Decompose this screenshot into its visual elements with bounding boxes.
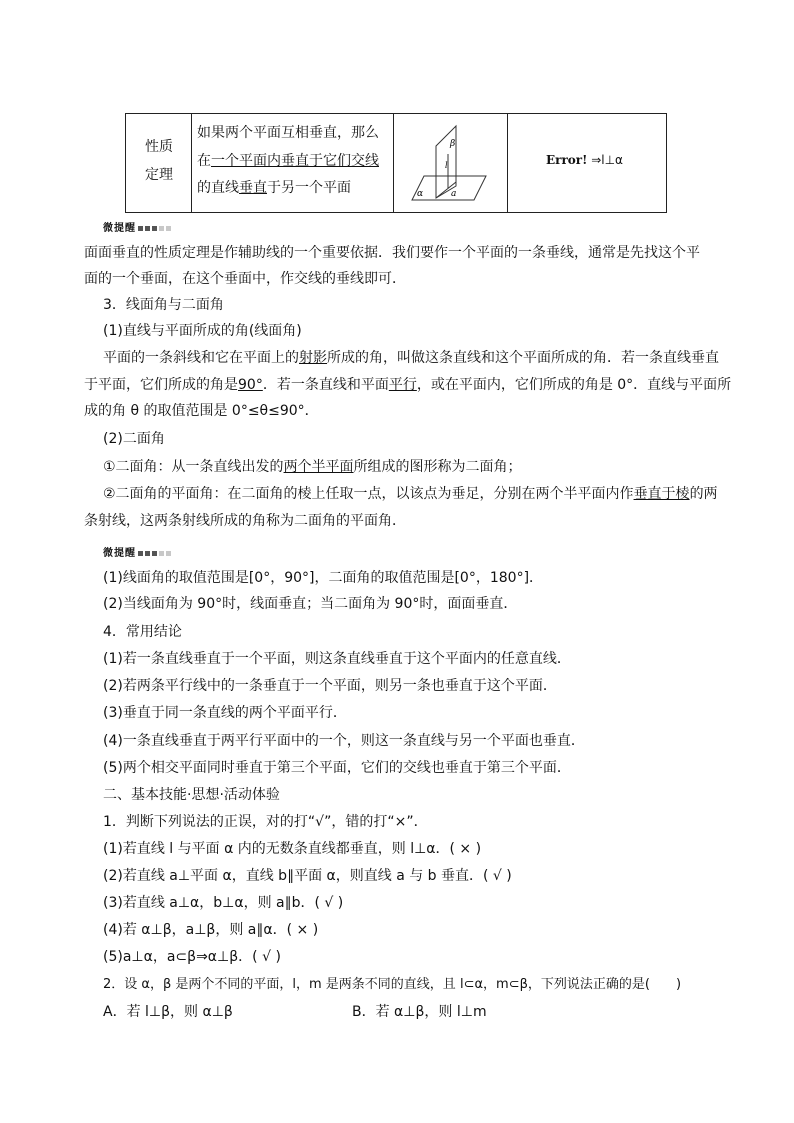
question-item: (3)若直线 a⊥α，b⊥α，则 a∥b．( √ ) [103,895,344,911]
svg-text:β: β [450,139,456,149]
question-stem: 2．设 α，β 是两个不同的平面，l，m 是两条不同的直线，且 l⊂α，m⊂β，下列说法正确的是( ) [103,977,682,992]
paragraph-line: 条射线，这两条射线所成的角称为二面角的平面角． [84,513,406,529]
cell-text: 性质 [145,139,173,155]
theorem-table [125,113,667,213]
paragraph-line: 面的一个垂面，在这个垂面中，作交线的垂线即可． [84,271,406,287]
list-item: (3)垂直于同一条直线的两个平面平行． [103,705,347,721]
svg-text:a: a [451,189,457,199]
table-cell-figure [394,114,508,212]
tip-heading: 微提醒 [103,544,171,559]
part-title: 二、基本技能·思想·活动体验 [103,787,280,803]
paragraph-line: (2)当线面角为 90°时，线面垂直；当二面角为 90°时，面面垂直． [103,596,518,612]
paragraph-line: (1)线面角的取值范围是[0°，90°]，二面角的取值范围是[0°，180°]． [103,570,544,586]
paragraph-line: 面面垂直的性质定理是作辅助线的一个重要依据．我们要作一个平面的一条垂线，通常是先找这个平 [84,245,700,261]
cell-text: 在一个平面内垂直于它们交线 [197,153,379,169]
list-item: (2)若两条平行线中的一条垂直于一个平面，则另一条也垂直于这个平面． [103,678,557,694]
paragraph-line: ①二面角：从一条直线出发的两个半平面所组成的图形称为二面角； [103,459,522,475]
list-item: (4)一条直线垂直于两平行平面中的一个，则这一条直线与另一个平面也垂直． [103,733,585,749]
conclusion-text: Error! ⇒l⊥α [546,153,623,167]
question-item: (2)若直线 a⊥平面 α，直线 b∥平面 α，则直线 a 与 b 垂直．( √ ) [103,868,512,884]
option-b: B．若 α⊥β，则 l⊥m [352,1004,487,1020]
paragraph-line: 平面的一条斜线和它在平面上的射影所成的角，叫做这条直线和这个平面所成的角．若一条直线垂直 [103,350,719,366]
option-a: A．若 l⊥β，则 α⊥β [103,1004,233,1020]
subsection-title: (2)二面角 [103,431,165,447]
paragraph-line: 成的角 θ 的取值范围是 0°≤θ≤90°． [84,403,319,419]
tip-heading: 微提醒 [103,219,171,234]
perpendicular-planes-figure [406,124,496,206]
paragraph-line: 于平面，它们所成的角是90°．若一条直线和平面平行，或在平面内，它们所成的角是 0°．直线与平面所 [84,377,732,393]
subsection-title: (1)直线与平面所成的角(线面角) [103,323,302,339]
list-item: (5)两个相交平面同时垂直于第三个平面，它们的交线也垂直于第三个平面． [103,760,571,776]
list-item: (1)若一条直线垂直于一个平面，则这条直线垂直于这个平面内的任意直线． [103,651,571,667]
question-item: (1)若直线 l 与平面 α 内的无数条直线都垂直，则 l⊥α．( × ) [103,841,482,857]
question-item: (5)a⊥α，a⊂β⇒α⊥β．( √ ) [103,949,281,965]
svg-text:α: α [417,189,424,199]
question-item: (4)若 α⊥β，a⊥β，则 a∥α．( × ) [103,922,319,938]
svg-text:l: l [445,161,448,170]
question-stem: 1．判断下列说法的正误，对的打“√”，错的打“×”． [103,814,428,830]
paragraph-line: ②二面角的平面角：在二面角的棱上任取一点，以该点为垂足，分别在两个半平面内作垂直于棱的两 [103,486,718,502]
table-cell-conclusion [508,114,666,212]
table-cell-name [126,114,192,212]
section-title: 4．常用结论 [103,624,182,640]
table-cell-statement [192,114,394,212]
section-title: 3．线面角与二面角 [103,297,224,313]
cell-text: 的直线垂直于另一个平面 [197,180,351,196]
cell-text: 如果两个平面互相垂直，那么 [197,125,379,141]
cell-text: 定理 [145,167,173,183]
